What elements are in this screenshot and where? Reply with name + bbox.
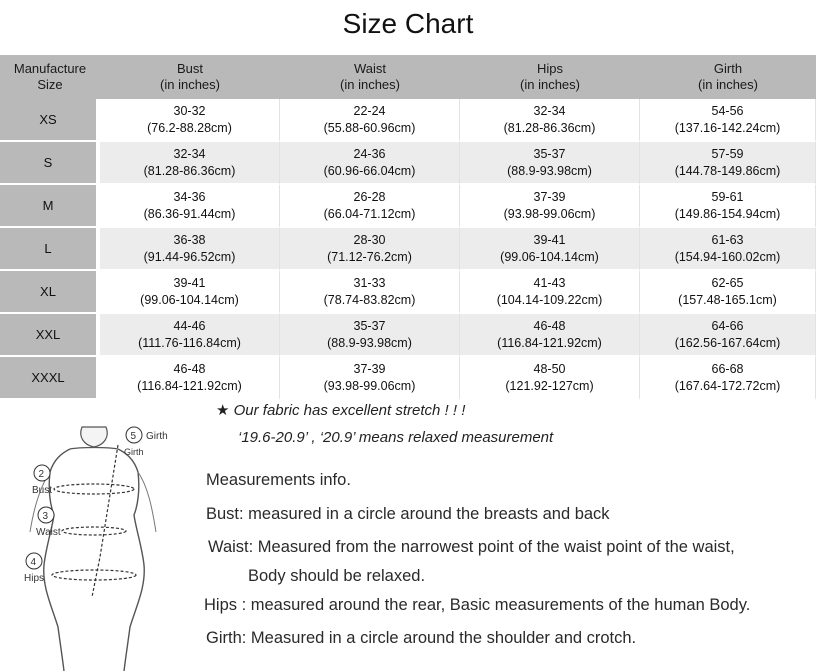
cm-value: (88.9-93.98cm) [327, 335, 412, 350]
cm-value: (93.98-99.06cm) [323, 378, 416, 393]
girth-cell [640, 142, 816, 185]
size-cell: XL [0, 271, 100, 314]
measurements-heading: Measurements info. [206, 471, 351, 489]
inches-value: 61-63 [711, 232, 744, 247]
cm-value: (99.06-104.14cm) [500, 249, 599, 264]
svg-text:3: 3 [42, 511, 49, 522]
table-row [0, 99, 816, 142]
cm-value: (93.98-99.06cm) [503, 206, 596, 221]
inches-value: 39-41 [173, 275, 206, 290]
body-figure-diagram [0, 397, 200, 671]
hips-info: Hips : measured around the rear, Basic measurements of the human Body. [204, 596, 751, 614]
inches-value: 64-66 [711, 318, 744, 333]
size-cell: L [0, 228, 100, 271]
page-title: Size Chart [342, 8, 474, 39]
bust-cell [100, 228, 280, 271]
hips-line [52, 570, 136, 580]
table-row [0, 271, 816, 314]
cm-value: (91.44-96.52cm) [143, 249, 236, 264]
cm-value: (162.56-167.64cm) [674, 335, 781, 350]
bust-cell [100, 142, 280, 185]
waist-cell [280, 99, 460, 142]
cm-value: (71.12-76.2cm) [327, 249, 412, 264]
hips-cell [460, 357, 640, 400]
girth-line [92, 445, 118, 597]
header-row [0, 55, 816, 99]
hips-cell [460, 99, 640, 142]
size-chart-table [0, 55, 816, 400]
inches-value: 31-33 [353, 275, 386, 290]
waist-line [62, 527, 126, 535]
inches-value: 37-39 [353, 361, 386, 376]
inches-value: 41-43 [533, 275, 566, 290]
inches-value: 32-34 [533, 103, 566, 118]
cm-value: (116.84-121.92cm) [137, 378, 242, 393]
waist-info: Waist: Measured from the narrowest point of the waist point of the waist, [208, 538, 735, 556]
cm-value: (81.28-86.36cm) [503, 120, 596, 135]
cm-value: (111.76-116.84cm) [138, 335, 241, 350]
inches-value: 59-61 [711, 189, 744, 204]
table-row [0, 228, 816, 271]
header-bust: Bust (in inches) [100, 55, 280, 99]
bust-line [54, 484, 134, 494]
header-girth: Girth (in inches) [640, 55, 816, 99]
inches-value: 26-28 [353, 189, 386, 204]
cm-value: (157.48-165.1cm) [678, 292, 777, 307]
waist-cell [280, 314, 460, 357]
waist-marker [36, 507, 61, 538]
inches-value: 39-41 [533, 232, 566, 247]
cm-value: (104.14-109.22cm) [496, 292, 603, 307]
waist-cell [280, 142, 460, 185]
cm-value: (60.96-66.04cm) [323, 163, 416, 178]
inches-value: 35-37 [353, 318, 386, 333]
cm-value: (88.9-93.98cm) [507, 163, 592, 178]
bust-cell [100, 99, 280, 142]
waist-cell [280, 228, 460, 271]
cm-value: (116.84-121.92cm) [497, 335, 602, 350]
girth-info: Girth: Measured in a circle around the shoulder and crotch. [206, 629, 637, 647]
girth-cell [640, 314, 816, 357]
cm-value: (154.94-160.02cm) [674, 249, 781, 264]
inches-value: 46-48 [533, 318, 566, 333]
girth-cell [640, 99, 816, 142]
table-row [0, 314, 816, 357]
table-row [0, 185, 816, 228]
cm-value: (81.28-86.36cm) [143, 163, 236, 178]
hips-cell [460, 271, 640, 314]
cm-value: (144.78-149.86cm) [674, 163, 781, 178]
waist-cell [280, 271, 460, 314]
svg-text:Girth: Girth [146, 431, 168, 442]
table-row [0, 142, 816, 185]
size-cell: XXXL [0, 357, 100, 400]
girth-cell [640, 228, 816, 271]
svg-text:2: 2 [38, 469, 45, 480]
inches-value: 32-34 [173, 146, 206, 161]
cm-value: (66.04-71.12cm) [323, 206, 416, 221]
waist-cell [280, 185, 460, 228]
svg-text:5: 5 [130, 431, 137, 442]
inches-value: 57-59 [711, 146, 744, 161]
inches-value: 36-38 [173, 232, 206, 247]
inches-value: 62-65 [711, 275, 744, 290]
inches-value: 22-24 [353, 103, 386, 118]
table-row [0, 357, 816, 400]
inches-value: 54-56 [711, 103, 744, 118]
hips-cell [460, 142, 640, 185]
header-waist: Waist (in inches) [280, 55, 460, 99]
header-size: Manufacture Size [0, 55, 100, 99]
girth-cell [640, 357, 816, 400]
size-cell: XS [0, 99, 100, 142]
inches-value: 34-36 [173, 189, 206, 204]
inches-value: 37-39 [533, 189, 566, 204]
inches-value: 24-36 [353, 146, 386, 161]
inches-value: 30-32 [173, 103, 206, 118]
cm-value: (86.36-91.44cm) [143, 206, 236, 221]
girth-cell [640, 271, 816, 314]
svg-text:Girth: Girth [124, 447, 144, 457]
girth-cell [640, 185, 816, 228]
cm-value: (99.06-104.14cm) [140, 292, 239, 307]
svg-text:Bust: Bust [32, 485, 53, 496]
hips-cell [460, 228, 640, 271]
header-hips: Hips (in inches) [460, 55, 640, 99]
hips-cell [460, 314, 640, 357]
bust-cell [100, 185, 280, 228]
cm-value: (55.88-60.96cm) [323, 120, 416, 135]
cm-value: (137.16-142.24cm) [674, 120, 781, 135]
hips-cell [460, 185, 640, 228]
inches-value: 46-48 [173, 361, 206, 376]
inches-value: 35-37 [533, 146, 566, 161]
inches-value: 66-68 [711, 361, 744, 376]
inches-value: 48-50 [533, 361, 566, 376]
inches-value: 44-46 [173, 318, 206, 333]
size-cell: M [0, 185, 100, 228]
measurement-section [0, 397, 816, 671]
girth-marker [124, 427, 168, 457]
cm-value: (121.92-127cm) [505, 378, 594, 393]
bust-cell [100, 271, 280, 314]
cm-value: (78.74-83.82cm) [323, 292, 416, 307]
waist-info-cont: Body should be relaxed. [248, 567, 426, 585]
cm-value: (76.2-88.28cm) [147, 120, 232, 135]
stretch-note: ★ Our fabric has excellent stretch ! ! ! [216, 402, 466, 419]
bust-cell [100, 357, 280, 400]
size-cell: XXL [0, 314, 100, 357]
svg-text:Hips: Hips [24, 573, 45, 584]
bust-cell [100, 314, 280, 357]
size-cell: S [0, 142, 100, 185]
cm-value: (149.86-154.94cm) [674, 206, 781, 221]
inches-value: 28-30 [353, 232, 386, 247]
relaxed-note: ‘19.6-20.9’ , ‘20.9’ means relaxed measurement [238, 429, 554, 446]
cm-value: (167.64-172.72cm) [674, 378, 781, 393]
bust-info: Bust: measured in a circle around the breasts and back [206, 505, 610, 523]
svg-text:Waist: Waist [36, 527, 61, 538]
hips-marker [24, 553, 44, 584]
waist-cell [280, 357, 460, 400]
svg-text:4: 4 [30, 557, 37, 568]
